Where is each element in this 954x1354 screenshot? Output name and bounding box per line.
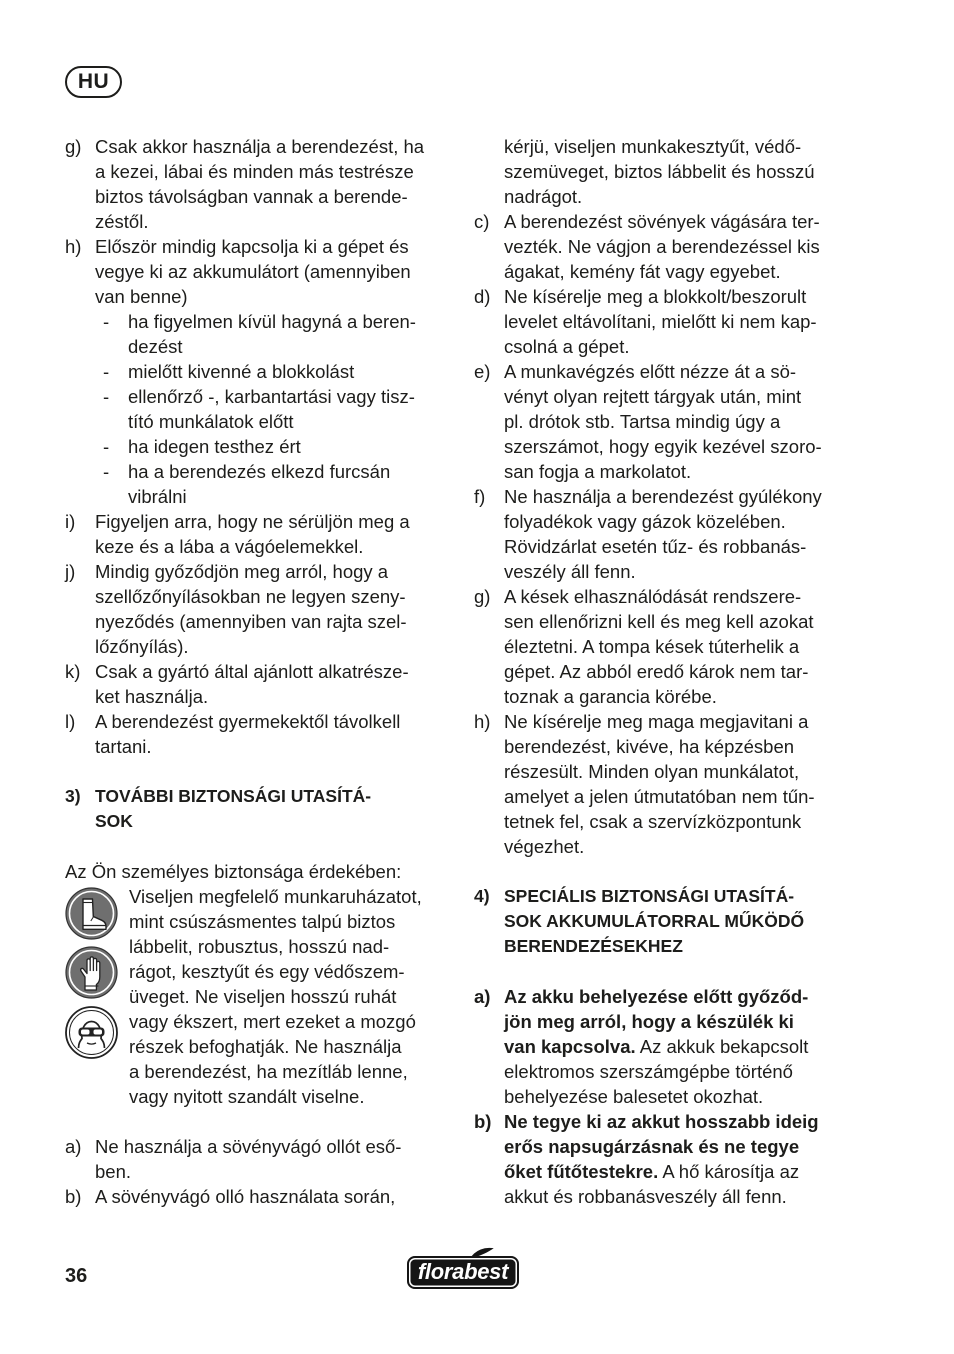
text-line: van benne) — [95, 286, 188, 307]
list-item-f — [474, 484, 884, 584]
regular-text: elektromos szerszámgépbe történő — [504, 1061, 793, 1082]
regular-text: behelyezése balesetet okozhat. — [504, 1086, 764, 1107]
text-line: részek befoghatják. Ne használja — [129, 1036, 402, 1057]
regular-text: akkut és robbanásveszély áll fenn. — [504, 1186, 787, 1207]
regular-text: A hő károsítja az — [658, 1161, 800, 1182]
text-line: A munkavégzés előtt nézze át a sö- — [504, 361, 797, 382]
text-line: san fogja a markolatot. — [504, 461, 692, 482]
item-label: e) — [474, 361, 491, 382]
text-line: tartani. — [95, 736, 152, 757]
item-label: i) — [65, 511, 76, 532]
left-column — [65, 134, 450, 1209]
bullet-text — [128, 309, 416, 359]
text-line: nadrágot. — [504, 186, 583, 207]
bold-text: van kapcsolva. — [504, 1036, 636, 1057]
list-item-i — [65, 509, 450, 559]
item-label: j) — [65, 561, 76, 582]
text-line: vagy nyitott szandált viselne. — [129, 1086, 365, 1107]
heading-line: BERENDEZÉSEKHEZ — [504, 936, 683, 956]
text-line — [504, 1109, 819, 1134]
text-line: pl. drótok stb. Tartsa mindig úgy a — [504, 411, 781, 432]
heading-line: SOK AKKUMULÁTORRAL MŰKÖDŐ — [504, 911, 805, 931]
section-title — [504, 884, 804, 959]
page-number: 36 — [65, 1265, 88, 1287]
battery-item-a — [474, 984, 884, 1109]
text-line: A berendezést gyermekektől távolkell — [95, 711, 401, 732]
bullet-text — [128, 384, 415, 434]
text-line: vagy ékszert, mert ezeket a mozgó — [129, 1011, 416, 1032]
text-line — [504, 1159, 819, 1184]
text-line: ha figyelmen kívül hagyná a beren- — [128, 311, 416, 332]
item-label: c) — [474, 211, 490, 232]
continued-text — [474, 134, 884, 209]
section-title — [95, 784, 371, 834]
text-line: csolná a gépet. — [504, 336, 630, 357]
bold-text: erős napsugárzásnak és ne tegye — [504, 1136, 800, 1157]
spacer — [65, 834, 450, 859]
spacer — [474, 859, 884, 884]
regular-text: Az akkuk bekapcsolt — [635, 1036, 809, 1057]
text-line: mielőtt kivenné a blokkolást — [128, 361, 355, 382]
text-line: lőzőnyílás). — [95, 636, 189, 657]
item-text — [504, 1109, 819, 1209]
item-label: g) — [65, 136, 82, 157]
item-text — [504, 484, 822, 584]
item-text — [95, 709, 400, 759]
spacer — [65, 759, 450, 784]
text-line: Viseljen megfelelő munkaruházatot, — [129, 886, 422, 907]
bold-text: jön meg arról, hogy a készülék ki — [504, 1011, 794, 1032]
text-line: Ne kísérelje meg maga megjavitani a — [504, 711, 809, 732]
bold-text: Ne tegye ki az akkut hosszabb ideig — [504, 1111, 819, 1132]
item-label: f) — [474, 486, 486, 507]
section-intro: Az Ön személyes biztonsága érdekében: — [65, 861, 402, 882]
text-line: veszély áll fenn. — [504, 561, 636, 582]
text-line: vezték. Ne vágjon a berendezéssel kis — [504, 236, 820, 257]
bullet-item — [95, 384, 416, 434]
text-line — [504, 984, 808, 1009]
heading-line: SPECIÁLIS BIZTONSÁGI UTASÍTÁ- — [504, 886, 795, 906]
language-badge: HU — [65, 66, 122, 98]
text-line: dezést — [128, 336, 183, 357]
text-line: lábbelit, robusztus, hosszú nad- — [129, 936, 390, 957]
text-line: Ne kísérelje meg a blokkolt/beszorult — [504, 286, 807, 307]
text-line: folyadékok vagy gázok közelében. — [504, 511, 786, 532]
item-text — [504, 209, 820, 284]
text-line: végezhet. — [504, 836, 585, 857]
text-line: Mindig győződjön meg arról, hogy a — [95, 561, 389, 582]
section-3-heading — [65, 784, 450, 834]
text-line: ha a berendezés elkezd furcsán — [128, 461, 391, 482]
text-line: Csak akkor használja a berendezést, ha — [95, 136, 425, 157]
spacer — [65, 1109, 450, 1134]
text-line: A sövényvágó olló használata során, — [95, 1186, 396, 1207]
text-line: Figyeljen arra, hogy ne sérüljön meg a — [95, 511, 410, 532]
item-label: g) — [474, 586, 491, 607]
list-item-k — [65, 659, 450, 709]
text-line: toznak a garancia körébe. — [504, 686, 717, 707]
section-number: 4) — [474, 886, 490, 906]
item-text — [95, 559, 407, 659]
text-line: levelet eltávolítani, mielőtt ki nem kap- — [504, 311, 817, 332]
item-text — [504, 359, 822, 484]
item-label: h) — [474, 711, 491, 732]
bullet-mark: - — [103, 361, 110, 382]
list-item-a — [65, 1134, 450, 1184]
bullet-mark: - — [103, 386, 110, 407]
item-label: b) — [65, 1186, 82, 1207]
text-line: gépet. Az abból eredő károk nem tar- — [504, 661, 809, 682]
bullet-item — [95, 309, 416, 359]
bullet-mark: - — [103, 311, 110, 332]
text-line: zéstől. — [95, 211, 149, 232]
item-text — [504, 984, 808, 1109]
item-label: k) — [65, 661, 81, 682]
bold-text: Az akku behelyezése előtt győződ- — [504, 986, 809, 1007]
text-line: kérjü, viseljen munkakesztyűt, védő- — [504, 136, 802, 157]
list-item-h-right — [474, 709, 884, 859]
heading-line: TOVÁBBI BIZTONSÁGI UTASÍTÁ- — [95, 786, 372, 806]
text-line — [504, 1134, 819, 1159]
spacer — [474, 959, 884, 984]
battery-item-b — [474, 1109, 884, 1209]
text-line: keze és a lába a vágóelemekkel. — [95, 536, 364, 557]
item-label: h) — [65, 236, 82, 257]
text-line: Csak a gyártó által ajánlott alkatrésze- — [95, 661, 409, 682]
text-line: szerszámot, hogy egyik kezével szoro- — [504, 436, 822, 457]
logo-wordmark: florabest — [407, 1256, 519, 1289]
item-text — [95, 509, 410, 559]
list-item-g-right — [474, 584, 884, 709]
text-line: berendezést, kivéve, ha képzésben — [504, 736, 795, 757]
item-label: b) — [474, 1111, 492, 1132]
list-item-b — [65, 1184, 450, 1209]
item-label: a) — [65, 1136, 82, 1157]
text-line — [504, 1184, 819, 1209]
text-line: ellenőrző -, karbantartási vagy tisz- — [128, 386, 415, 407]
safety-boots-icon — [65, 887, 118, 940]
bullet-text — [128, 434, 301, 459]
list-item-l — [65, 709, 450, 759]
text-line: ha idegen testhez ért — [128, 436, 301, 457]
item-text — [504, 284, 817, 359]
protective-gloves-icon — [65, 946, 118, 999]
text-line: Rövidzárlat esetén tűz- és robbanás- — [504, 536, 807, 557]
text-line: ben. — [95, 1161, 132, 1182]
item-text — [95, 1184, 395, 1209]
text-line: ket használja. — [95, 686, 209, 707]
text-line: a berendezést, ha mezítláb lenne, — [129, 1061, 408, 1082]
text-line: Ne használja a sövényvágó ollót eső- — [95, 1136, 402, 1157]
bullet-item — [95, 359, 416, 384]
item-text — [95, 1134, 401, 1184]
list-item-c — [474, 209, 884, 284]
section-4-heading — [474, 884, 884, 959]
item-text — [504, 709, 815, 859]
bullet-mark: - — [103, 461, 110, 482]
text-line — [504, 1034, 808, 1059]
text-line: szemüveget, biztos lábbelit és hosszú — [504, 161, 815, 182]
text-line: vegye ki az akkumulátort (amennyiben — [95, 261, 411, 282]
text-line — [504, 1084, 808, 1109]
text-line: biztos távolságban vannak a berende- — [95, 186, 408, 207]
right-column — [474, 134, 884, 1209]
item-label: a) — [474, 986, 491, 1007]
text-line: A berendezést sövények vágására ter- — [504, 211, 820, 232]
text-line: tító munkálatok előtt — [128, 411, 294, 432]
list-item-g — [65, 134, 450, 234]
bullet-text — [128, 459, 390, 509]
list-item-j — [65, 559, 450, 659]
item-label: l) — [65, 711, 76, 732]
text-line: a kezei, lábai és minden más testrésze — [95, 161, 414, 182]
florabest-logo — [407, 1246, 519, 1290]
bullet-item — [95, 459, 416, 509]
text-line: részesült. Minden olyan munkálatot, — [504, 761, 800, 782]
text-line — [504, 1059, 808, 1084]
ppe-block — [65, 884, 450, 1109]
text-line: éleztetni. A tompa kések túterhelik a — [504, 636, 800, 657]
bullet-mark: - — [103, 436, 110, 457]
list-item-d — [474, 284, 884, 359]
text-line: Először mindig kapcsolja ki a gépet és — [95, 236, 409, 257]
text-line: Ne használja a berendezést gyúlékony — [504, 486, 822, 507]
item-text — [95, 134, 424, 234]
text-line: sen ellenőrizni kell és meg kell azokat — [504, 611, 814, 632]
ppe-text — [129, 884, 450, 1109]
text-line: szellőzőnyílásokban ne legyen szeny- — [95, 586, 406, 607]
bold-text: őket fűtőtestekre. — [504, 1161, 659, 1182]
item-text — [95, 234, 416, 509]
list-item-h — [65, 234, 450, 509]
ppe-icon-group — [65, 884, 119, 1109]
item-label: d) — [474, 286, 491, 307]
text-line: vényt olyan rejtett tárgyak után, mint — [504, 386, 802, 407]
text-line: rágot, kesztyűt és egy védőszem- — [129, 961, 405, 982]
text-line: vibrálni — [128, 486, 187, 507]
text-line — [504, 1009, 808, 1034]
heading-line: SOK — [95, 811, 133, 831]
text-line: amelyet a jelen útmutatóban nem tűn- — [504, 786, 815, 807]
text-line: üveget. Ne viseljen hosszú ruhát — [129, 986, 397, 1007]
text-line: nyeződés (amennyiben van rajta szel- — [95, 611, 407, 632]
item-text — [504, 584, 814, 709]
list-item-e — [474, 359, 884, 484]
bullet-item — [95, 434, 416, 459]
text-line: ágakat, kemény fát vagy egyebet. — [504, 261, 781, 282]
text-line: mint csúszásmentes talpú biztos — [129, 911, 396, 932]
text-line: A kések elhasználódását rendszere- — [504, 586, 802, 607]
bullet-text — [128, 359, 354, 384]
item-text — [95, 659, 409, 709]
safety-goggles-icon — [65, 1006, 118, 1059]
text-line: tetnek fel, csak a szervízközpontunk — [504, 811, 802, 832]
section-number: 3) — [65, 786, 81, 806]
